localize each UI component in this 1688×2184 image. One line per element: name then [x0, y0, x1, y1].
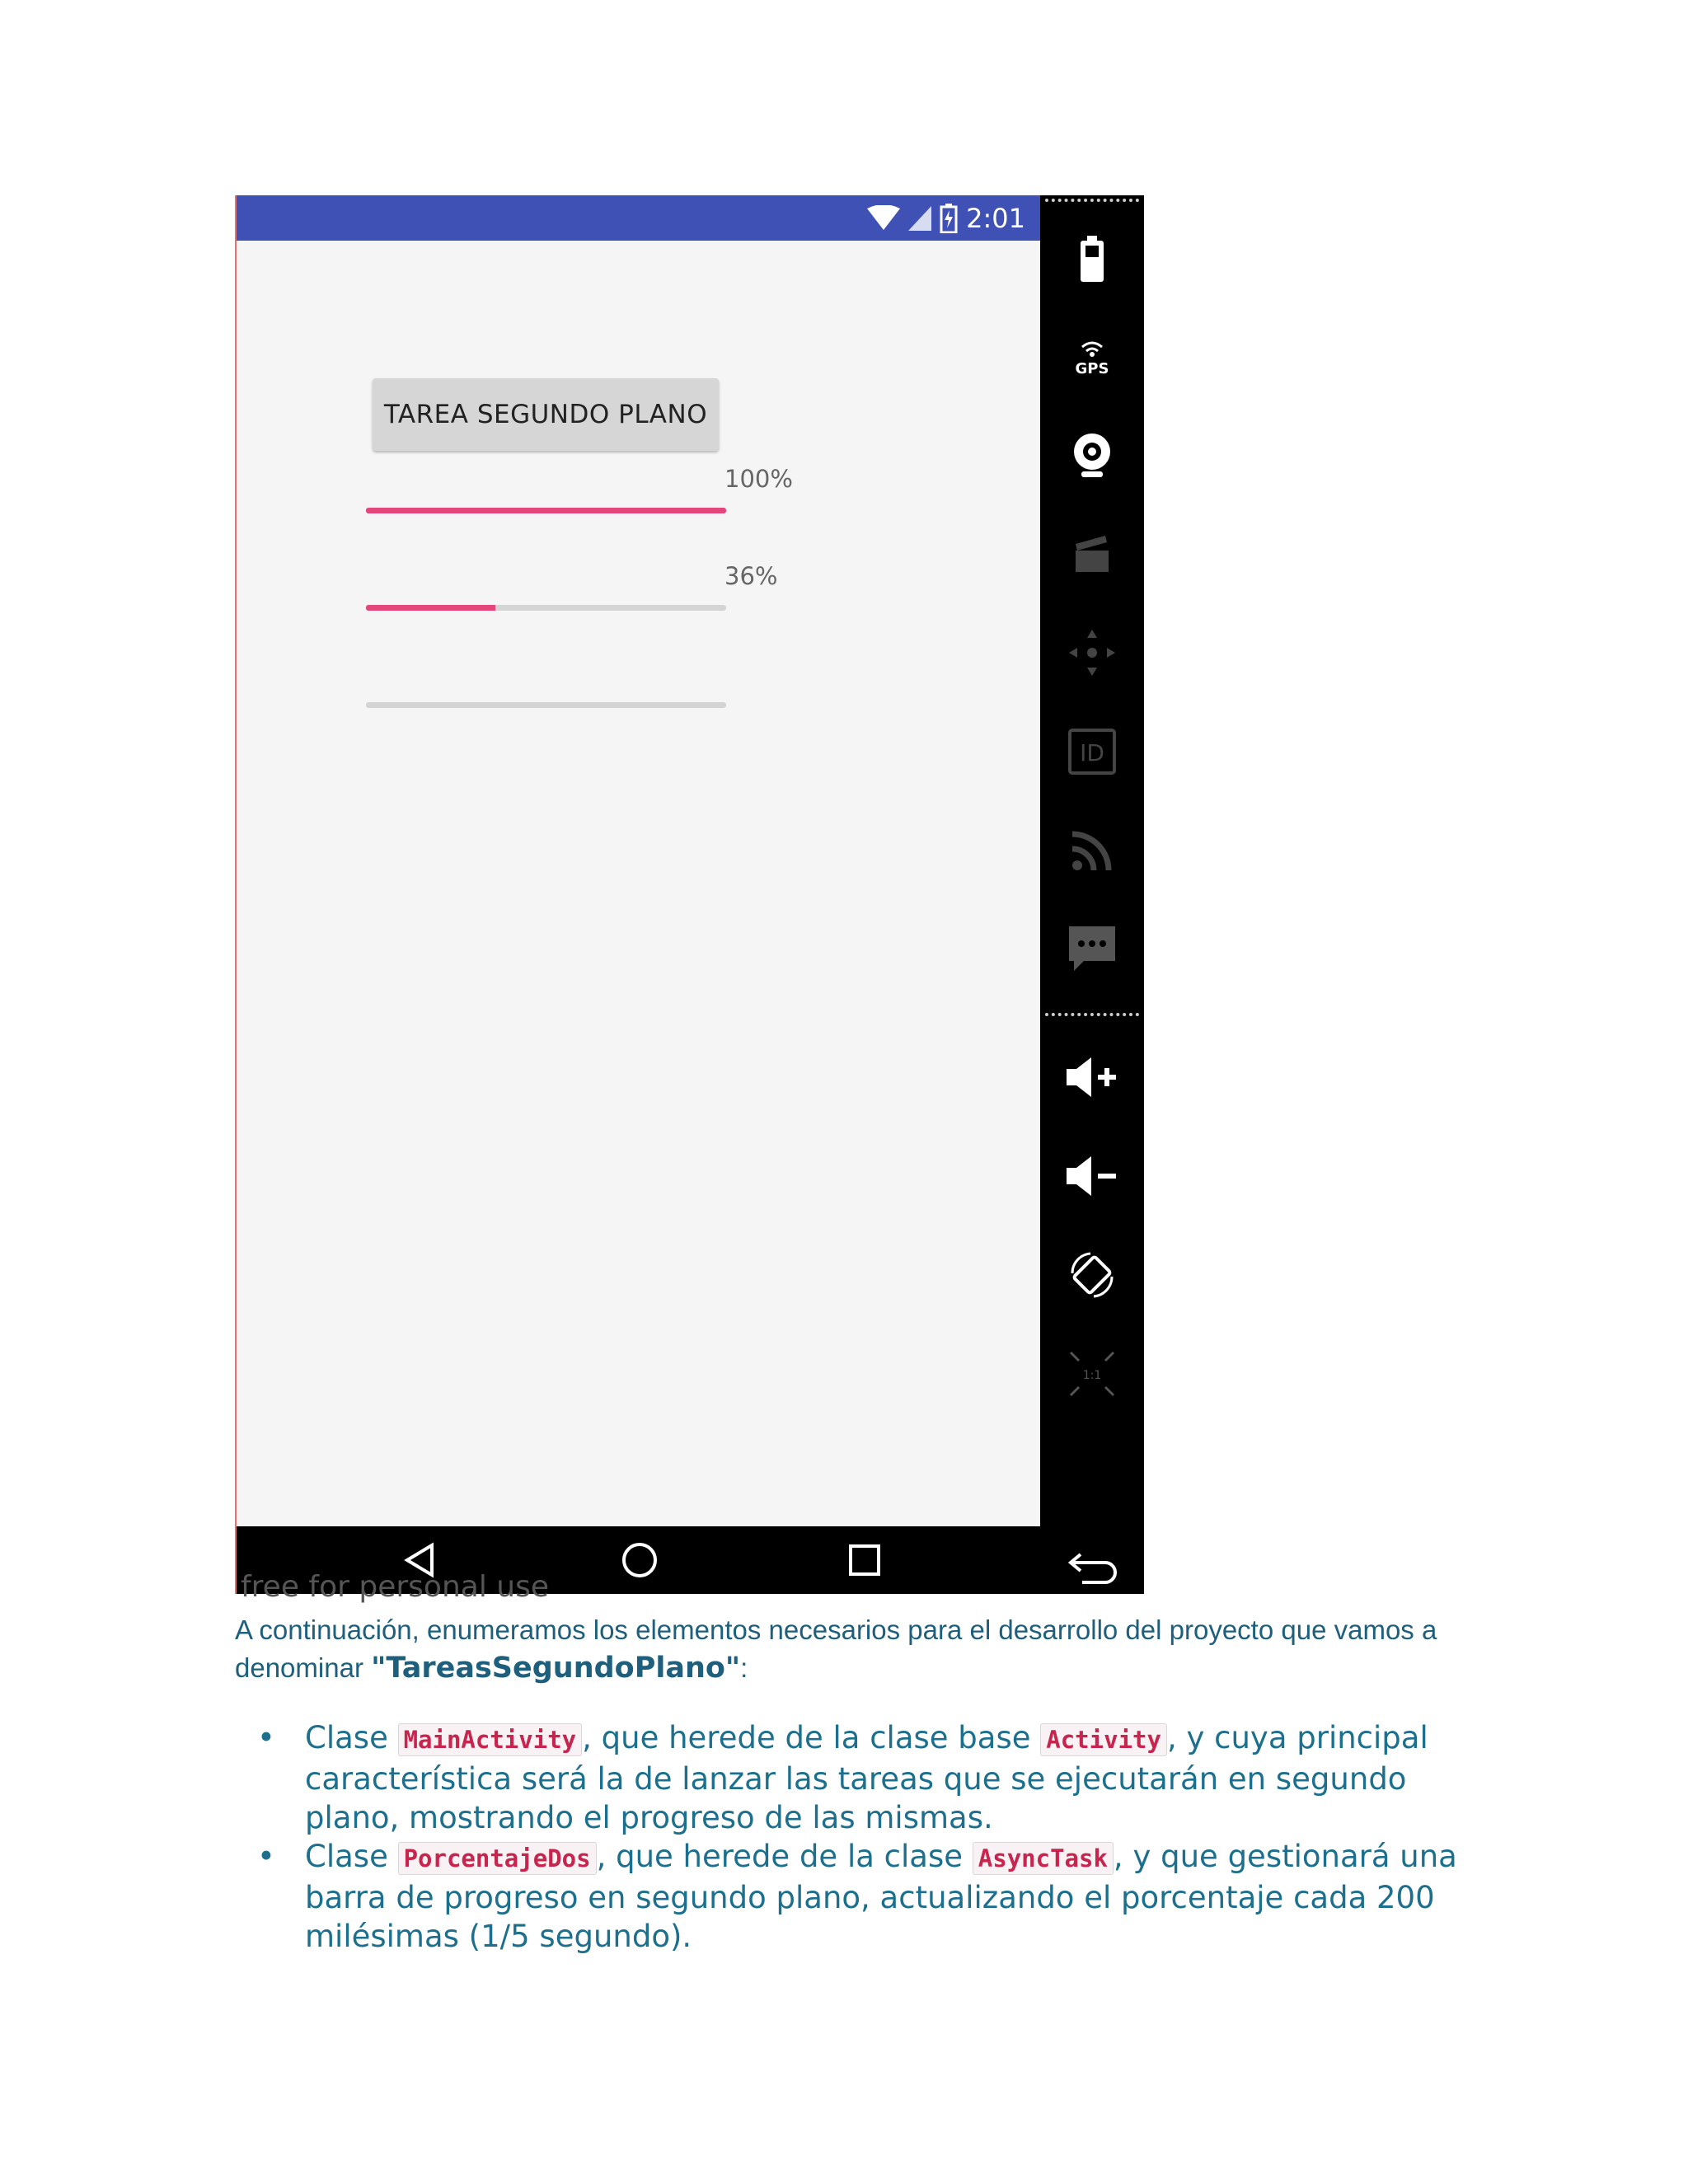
device-id-button[interactable]	[1059, 723, 1125, 780]
home-circle-icon	[621, 1541, 659, 1579]
code-base-class: AsyncTask	[973, 1842, 1114, 1875]
intro-paragraph	[235, 1611, 1438, 1687]
rss-icon	[1071, 829, 1114, 872]
rotate-icon	[1066, 1249, 1118, 1301]
code-class-name: MainActivity	[398, 1723, 583, 1756]
status-time: 2:01	[966, 203, 1025, 234]
item-middle: , que herede de la clase base	[582, 1720, 1041, 1755]
svg-text:ID: ID	[1080, 739, 1104, 766]
progress-percent-1: 100%	[724, 465, 793, 493]
wifi-icon	[867, 205, 900, 232]
intro-suffix: :	[740, 1652, 748, 1683]
volume-down-button[interactable]	[1059, 1147, 1125, 1205]
back-triangle-icon	[402, 1542, 435, 1578]
item-suffix: , y que gestionará una barra de progreso en segundo plano, actualizando el porcentaje cada 200 milésimas (1/5 segundo).	[305, 1839, 1457, 1954]
back-button[interactable]	[1059, 1539, 1125, 1596]
status-bar	[237, 195, 1042, 241]
progress-percent-2: 36%	[724, 562, 778, 590]
emulator-side-toolbar	[1040, 195, 1144, 1594]
home-nav-button[interactable]	[618, 1539, 661, 1582]
recents-nav-button[interactable]	[843, 1539, 886, 1582]
network-feed-button[interactable]	[1059, 822, 1125, 879]
item-prefix: Clase	[305, 1839, 398, 1874]
message-icon	[1067, 925, 1117, 974]
gps-icon	[1069, 335, 1115, 377]
scale-button[interactable]	[1059, 1345, 1125, 1403]
progress-bar-1	[366, 508, 726, 513]
sms-button[interactable]	[1059, 921, 1125, 978]
signal-icon	[908, 206, 931, 231]
emulator-screenshot	[235, 195, 1144, 1604]
screen-record-button[interactable]	[1059, 525, 1125, 583]
scale-1-1-icon	[1066, 1347, 1118, 1400]
undo-arrow-icon	[1066, 1549, 1118, 1586]
list-item	[247, 1718, 1459, 1837]
android-screen	[235, 195, 1040, 1604]
code-base-class: Activity	[1040, 1723, 1167, 1756]
project-name: "TareasSegundoPlano"	[371, 1652, 741, 1685]
dpad-icon	[1066, 626, 1118, 679]
dpad-button[interactable]	[1059, 624, 1125, 682]
battery-button[interactable]	[1059, 230, 1125, 288]
code-class-name: PorcentajeDos	[398, 1842, 597, 1875]
item-middle: , que herede de la clase	[596, 1839, 973, 1874]
bullet-icon: •	[257, 1839, 275, 1874]
toolbar-divider	[1045, 1013, 1139, 1016]
volume-up-icon	[1065, 1056, 1119, 1099]
item-prefix: Clase	[305, 1720, 398, 1755]
svg-text:GPS: GPS	[1075, 360, 1109, 377]
battery-charging-icon	[940, 204, 958, 233]
battery-icon	[1080, 236, 1104, 282]
rotate-button[interactable]	[1059, 1246, 1125, 1304]
volume-up-button[interactable]	[1059, 1048, 1125, 1106]
progress-fill-2	[366, 605, 495, 611]
clapperboard-icon	[1072, 534, 1112, 574]
progress-bar-3	[366, 702, 726, 708]
list-item	[247, 1837, 1459, 1956]
tarea-segundo-plano-button[interactable]: TAREA SEGUNDO PLANO	[373, 378, 719, 451]
intro-text: A continuación, enumeramos los elementos necesarios para el desarrollo del proyecto que vamos a denominar	[235, 1615, 1437, 1683]
toolbar-divider	[1045, 199, 1139, 202]
back-nav-button[interactable]	[397, 1539, 440, 1582]
item-suffix: , y cuya principal característica será la de lanzar las tareas que se ejecutarán en segundo plano, mostrando el progreso de las mismas.	[305, 1720, 1428, 1835]
class-list	[247, 1718, 1459, 1956]
progress-fill-1	[366, 508, 726, 513]
status-icons	[867, 200, 1025, 237]
progress-bar-2	[366, 605, 726, 611]
bullet-icon: •	[257, 1720, 275, 1755]
volume-down-icon	[1065, 1155, 1119, 1197]
camera-button[interactable]	[1059, 426, 1125, 484]
webcam-icon	[1071, 432, 1113, 478]
recents-square-icon	[848, 1544, 881, 1577]
watermark: free for personal use	[241, 1570, 549, 1604]
id-card-icon	[1067, 728, 1117, 776]
navigation-bar	[237, 1526, 1042, 1604]
gps-button[interactable]	[1059, 327, 1125, 385]
svg-text:1:1: 1:1	[1082, 1369, 1102, 1382]
